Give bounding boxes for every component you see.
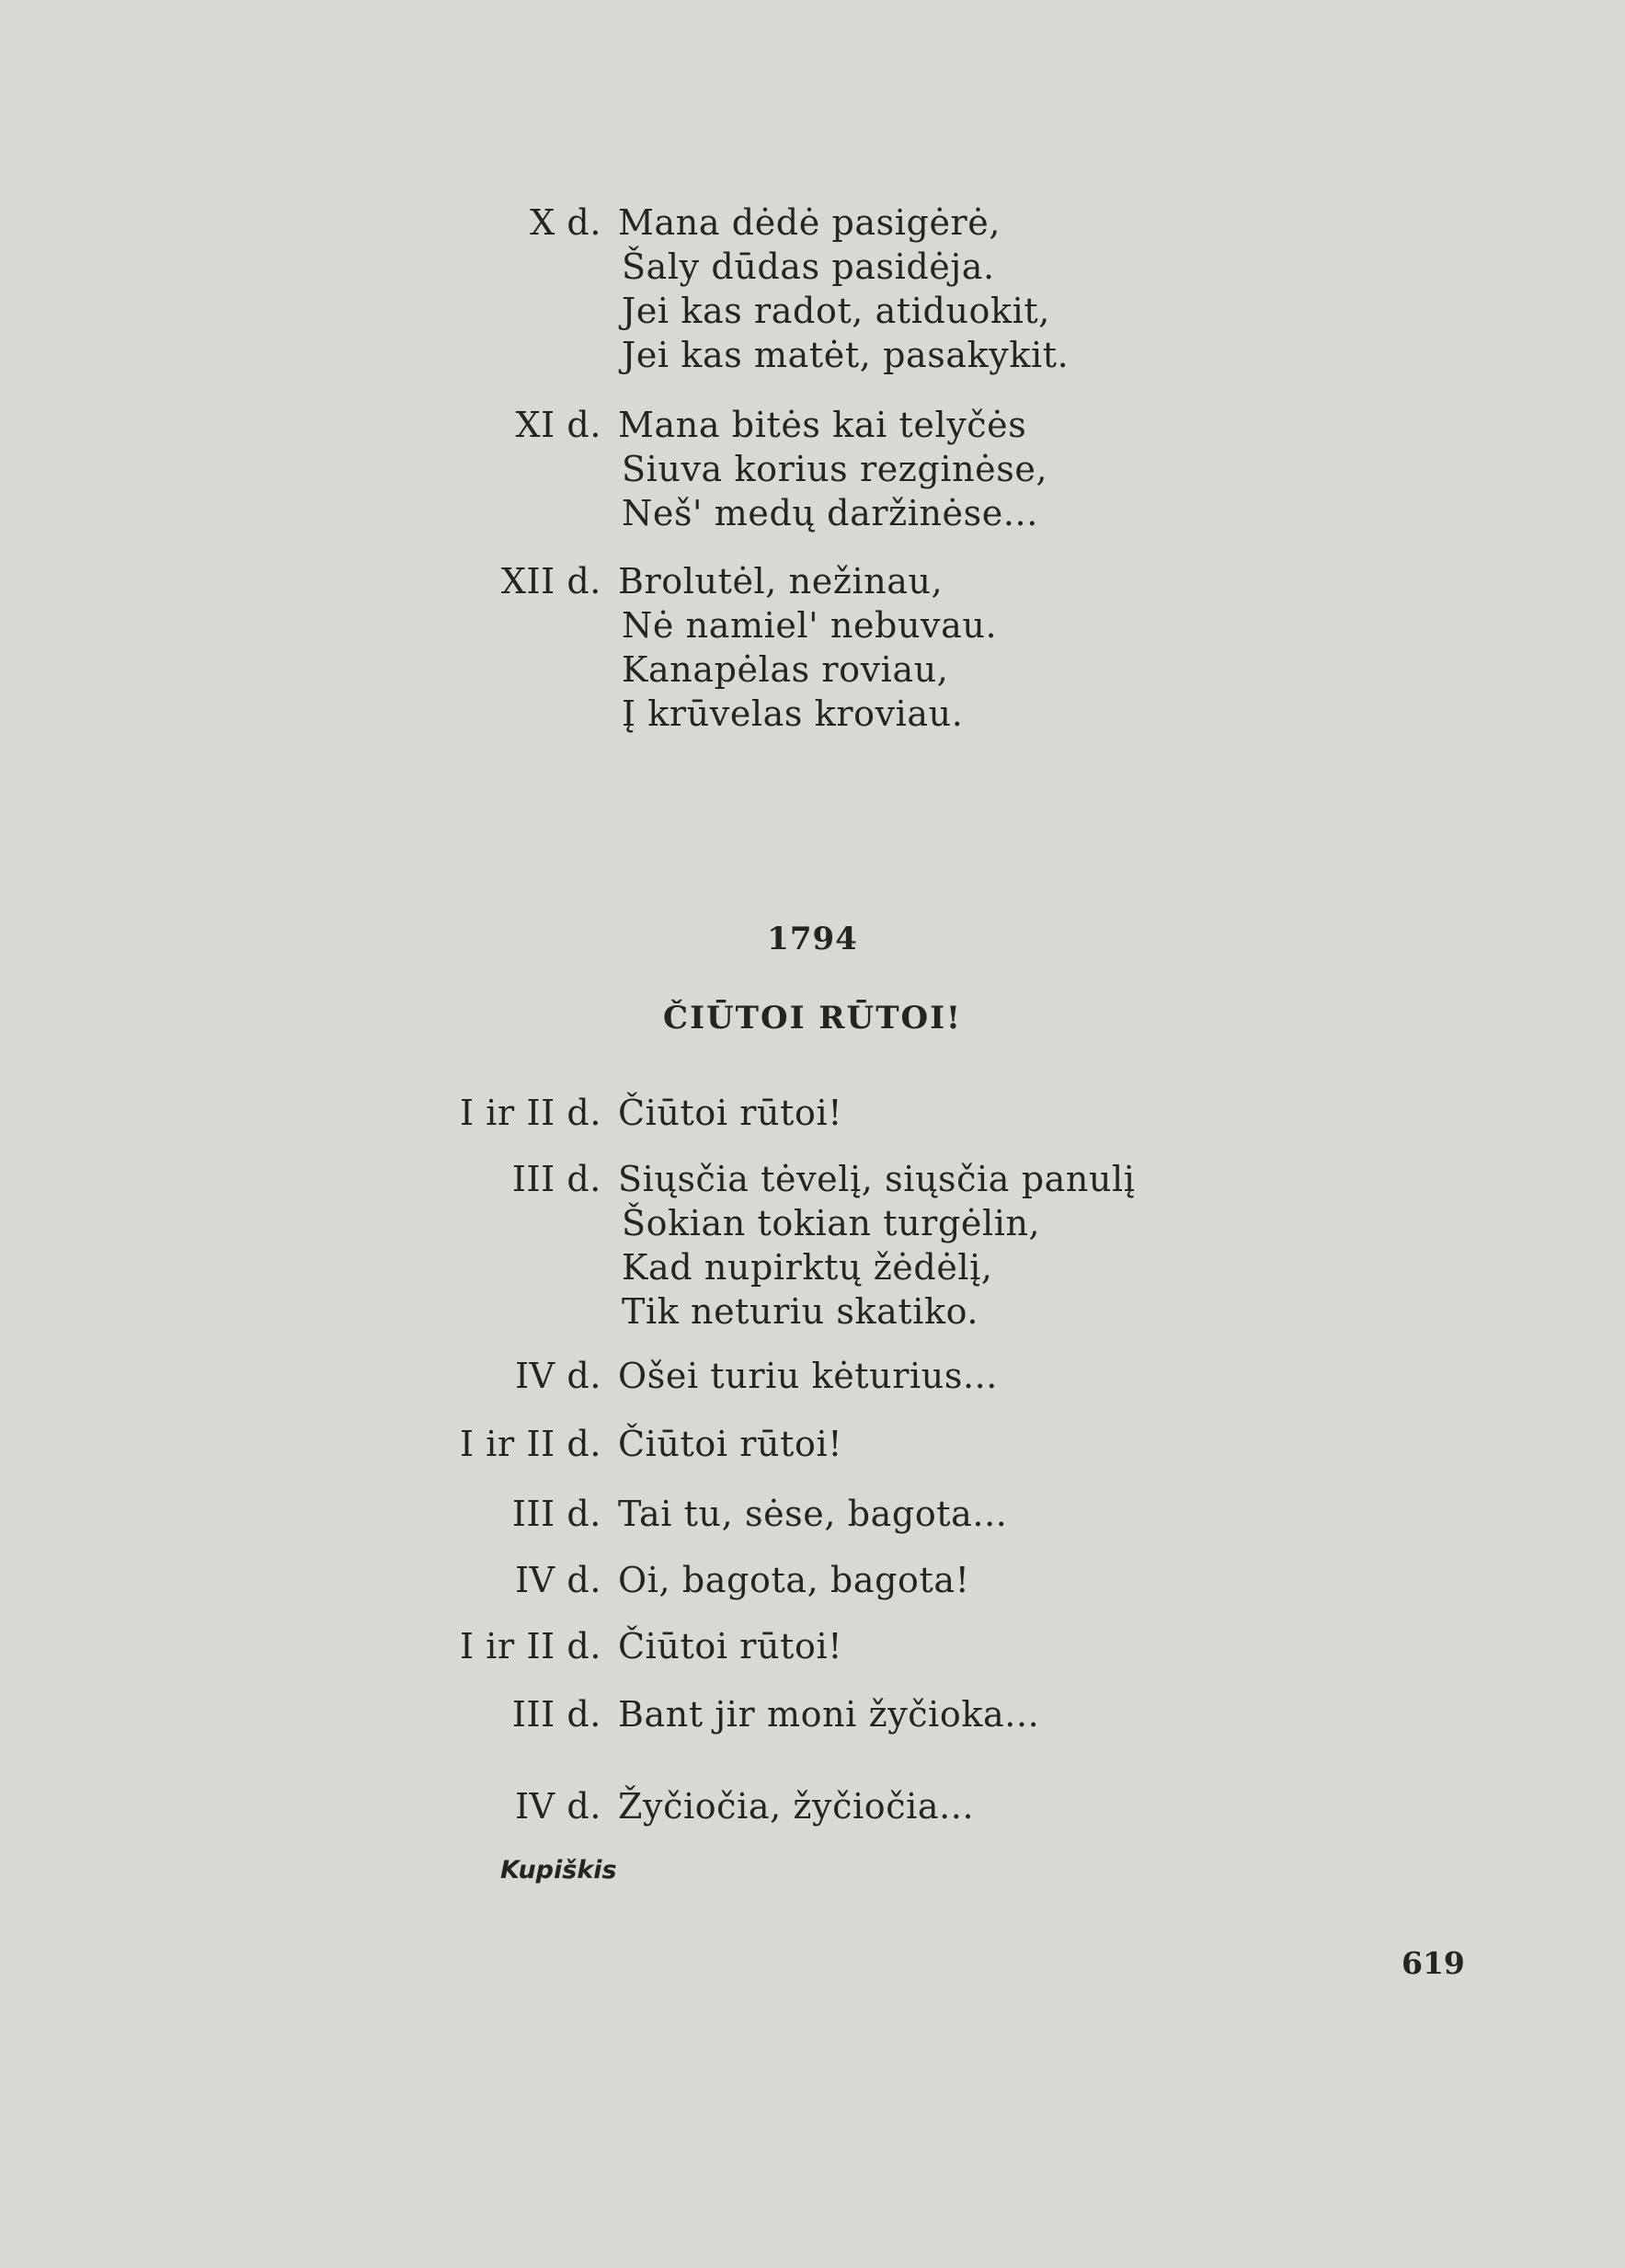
- verse-text: Brolutėl, nežinau,: [618, 561, 944, 601]
- verse-label: III d.: [511, 1694, 601, 1735]
- verse-line: [0, 1488, 1625, 1540]
- verse-label: I ir II d.: [460, 1093, 601, 1133]
- verse-text: Čiūtoi rūtoi!: [618, 1424, 843, 1464]
- verse-line: [0, 1087, 1625, 1139]
- verse-label: IV d.: [515, 1786, 601, 1827]
- verse-label: III d.: [511, 1494, 601, 1534]
- verse-line: [0, 1418, 1625, 1470]
- verse-line: [0, 1689, 1625, 1740]
- verse-text: Siuva korius rezginėse,: [622, 449, 1048, 489]
- verse-line: [0, 1350, 1625, 1402]
- verse-text: Oi, bagota, bagota!: [618, 1560, 970, 1600]
- verse-text: Į krūvelas kroviau.: [622, 693, 964, 734]
- verse-label: XII d.: [500, 561, 601, 601]
- verse-text: Nė namiel' nebuvau.: [622, 605, 998, 646]
- song-number: 1794: [767, 921, 858, 957]
- place-of-origin: Kupiškis: [500, 1856, 617, 1884]
- page-number: 619: [1402, 1945, 1465, 1981]
- verse-text: Šokian tokian turgėlin,: [622, 1203, 1041, 1243]
- verse-text: Tik neturiu skatiko.: [622, 1291, 979, 1332]
- verse-text: Kanapėlas roviau,: [622, 649, 949, 690]
- verse-line: [0, 487, 1625, 539]
- verse-line: [0, 329, 1625, 381]
- song-title: ČIŪTOI RŪTOI!: [663, 1000, 962, 1037]
- verse-line: [0, 1286, 1625, 1337]
- verse-text: Jei kas radot, atiduokit,: [622, 291, 1050, 331]
- verse-line: [0, 1554, 1625, 1606]
- verse-text: Neš' medų daržinėse...: [622, 493, 1038, 533]
- verse-label: IV d.: [515, 1356, 601, 1396]
- verse-label: I ir II d.: [460, 1424, 601, 1464]
- verse-text: Siųsčia tėvelį, siųsčia panulį: [618, 1159, 1136, 1199]
- verse-line: [0, 688, 1625, 739]
- verse-label: XI d.: [515, 405, 601, 445]
- verse-label: X d.: [530, 202, 601, 243]
- verse-line: [0, 1781, 1625, 1832]
- verse-text: Mana dėdė pasigėrė,: [618, 202, 1001, 243]
- verse-text: Čiūtoi rūtoi!: [618, 1093, 843, 1133]
- verse-text: Kad nupirktų žėdėlį,: [622, 1247, 993, 1288]
- verse-label: IV d.: [515, 1560, 601, 1600]
- verse-text: Bant jir moni žyčioka...: [618, 1694, 1040, 1735]
- verse-text: Žyčiočia, žyčiočia...: [618, 1786, 975, 1827]
- verse-label: III d.: [511, 1159, 601, 1199]
- verse-text: Jei kas matėt, pasakykit.: [622, 335, 1070, 375]
- verse-text: Mana bitės kai telyčės: [618, 405, 1027, 445]
- verse-text: Šaly dūdas pasidėja.: [622, 246, 995, 287]
- verse-text: Ošei turiu kėturius...: [618, 1356, 998, 1396]
- verse-label: I ir II d.: [460, 1626, 601, 1667]
- verse-text: Čiūtoi rūtoi!: [618, 1626, 843, 1667]
- verse-line: [0, 1621, 1625, 1672]
- verse-text: Tai tu, sėse, bagota...: [618, 1494, 1008, 1534]
